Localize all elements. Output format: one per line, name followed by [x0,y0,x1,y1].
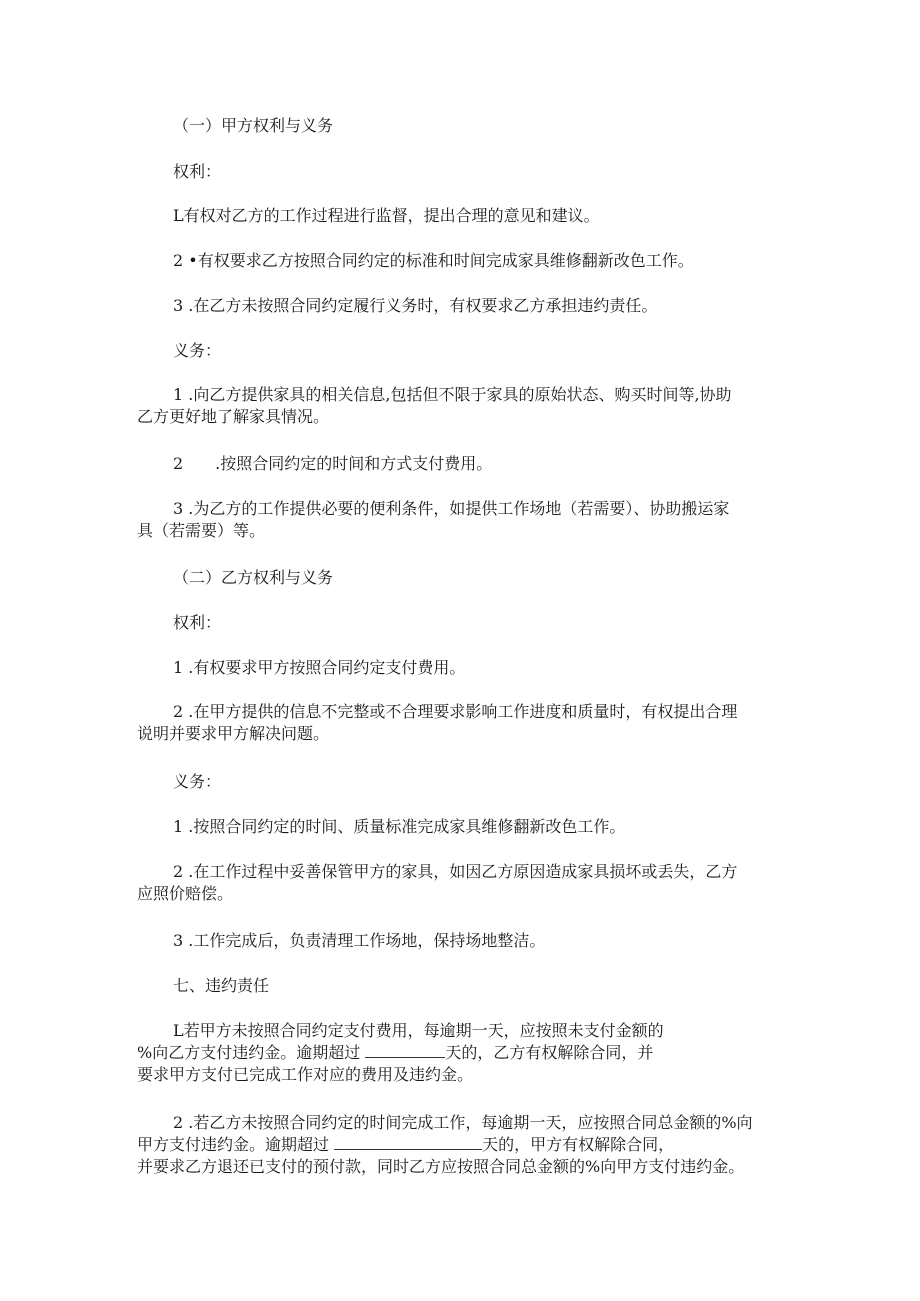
clause-line: 1 .向乙方提供家具的相关信息,包括但不限于家具的原始状态、购买时间等,协助 [173,385,732,404]
clause [137,861,787,905]
clause-line: 说明并要求甲方解决问题。 [137,724,330,743]
clause-line: 乙方更好地了解家具情况。 [137,407,330,426]
subheading-rights: 权利： [173,613,222,632]
subheading-duties: 义务： [173,772,222,791]
clause-text: 甲方支付违约金。逾期超过 [137,1135,330,1154]
subheading-duties: 义务： [173,341,222,360]
fill-in-blank[interactable] [334,1135,482,1150]
clause-text: 天的，乙方有权解除合同，并 [445,1043,654,1062]
clause: L有权对乙方的工作过程进行监督，提出合理的意见和建议。 [173,206,600,225]
clause [137,1112,787,1178]
section-heading: （一）甲方权利与义务 [173,116,334,135]
clause: 2 •有权要求乙方按照合同约定的标准和时间完成家具维修翻新改色工作。 [173,251,694,270]
clause [137,1020,787,1086]
clause-line: 具（若需要）等。 [137,521,266,540]
clause: 3 .在乙方未按照合同约定履行义务时，有权要求乙方承担违约责任。 [173,296,658,315]
clause: 3 .工作完成后，负责清理工作场地，保持场地整洁。 [173,931,546,950]
clause: 1 .按照合同约定的时间、质量标准完成家具维修翻新改色工作。 [173,817,626,836]
clause-line: 2 .在甲方提供的信息不完整或不合理要求影响工作进度和质量时，有权提出合理 [173,702,738,721]
clause [137,384,787,428]
subheading-rights: 权利： [173,162,222,181]
clause-line: L若甲方未按照合同约定支付费用，每逾期一天，应按照未支付金额的 [173,1021,664,1040]
clause [137,701,787,745]
section-heading: （二）乙方权利与义务 [173,568,334,587]
clause-line: 应照价赔偿。 [137,884,234,903]
clause-line [137,1042,787,1064]
clause-line: 2 .若乙方未按照合同约定的时间完成工作，每逾期一天，应按照合同总金额的%向 [173,1113,753,1132]
clause: 2 .按照合同约定的时间和方式支付费用。 [173,454,493,473]
clause [137,498,787,542]
clause: 1 .有权要求甲方按照合同约定支付费用。 [173,658,466,677]
clause-line [137,1134,787,1156]
clause-line: 要求甲方支付已完成工作对应的费用及违约金。 [137,1065,474,1084]
clause-line: 3 .为乙方的工作提供必要的便利条件，如提供工作场地（若需要）、协助搬运家 [173,499,730,518]
clause-line: 并要求乙方退还已支付的预付款，同时乙方应按照合同总金额的%向甲方支付违约金。 [137,1157,745,1176]
section-heading: 七、违约责任 [173,976,270,995]
fill-in-blank[interactable] [365,1043,445,1058]
clause-text: 天的，甲方有权解除合同， [482,1135,675,1154]
clause-line: 2 .在工作过程中妥善保管甲方的家具，如因乙方原因造成家具损坏或丢失，乙方 [173,862,738,881]
clause-text: %向乙方支付违约金。逾期超过 [137,1043,361,1062]
